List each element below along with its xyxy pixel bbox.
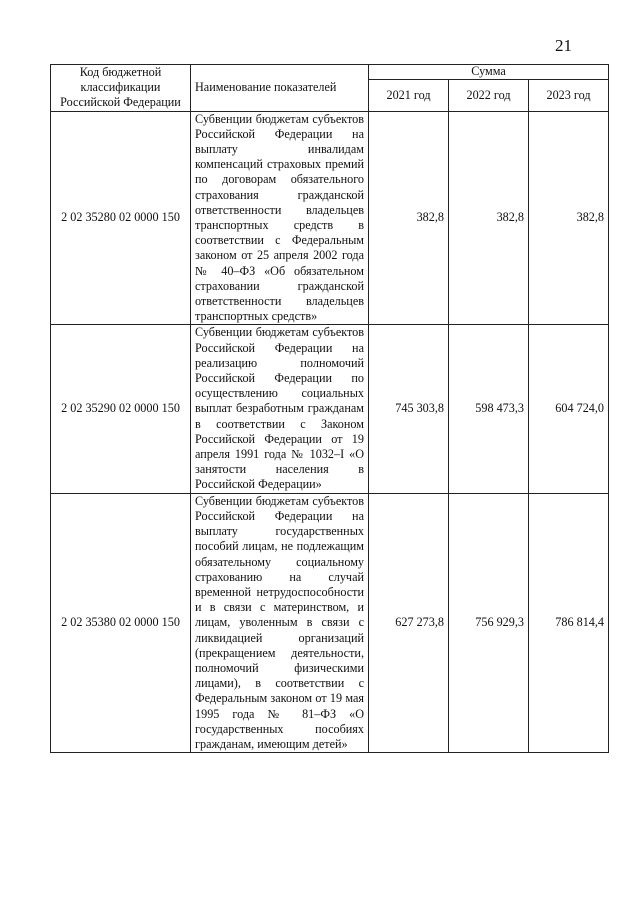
amount-2021-cell: 745 303,8	[369, 325, 449, 493]
amount-2021-cell: 627 273,8	[369, 493, 449, 752]
header-year-2023: 2023 год	[529, 79, 609, 111]
budget-code-cell: 2 02 35290 02 0000 150	[51, 325, 191, 493]
amount-2022-cell: 756 929,3	[449, 493, 529, 752]
amount-2023-cell: 786 814,4	[529, 493, 609, 752]
page-number: 21	[555, 36, 572, 55]
header-sum: Сумма	[369, 65, 609, 80]
indicator-name-cell: Субвенции бюджетам субъектов Российской Федерации на реализацию полномочий Российской Федерации по осуществлению социальных выплат безработным гражданам в соответствии с Законом Российской Федерации от 19 апреля 1991 года № 1032–I «О занятости населения в Российской Федерации»	[191, 325, 369, 493]
header-budget-code: Код бюджетной классификации Российской Федерации	[51, 65, 191, 112]
indicator-name-cell: Субвенции бюджетам субъектов Российской Федерации на выплату государственных пособий лицам, не подлежащим обязательному социальному страхованию на случай временной нетрудоспособности и в связи с материнством, и лицам, уволенным в связи с ликвидацией организаций (прекращением деятельности, полномочий физическими лицами), в соответствии с Федеральным законом от 19 мая 1995 года № 81–ФЗ «О государственных пособиях гражданам, имеющим детей»	[191, 493, 369, 752]
table-row	[51, 493, 609, 752]
table-row	[51, 111, 609, 325]
header-year-2021: 2021 год	[369, 79, 449, 111]
budget-code-cell: 2 02 35380 02 0000 150	[51, 493, 191, 752]
amount-2023-cell: 382,8	[529, 111, 609, 325]
amount-2023-cell: 604 724,0	[529, 325, 609, 493]
budget-table	[50, 64, 609, 753]
header-year-2022: 2022 год	[449, 79, 529, 111]
amount-2022-cell: 598 473,3	[449, 325, 529, 493]
amount-2021-cell: 382,8	[369, 111, 449, 325]
indicator-name-cell: Субвенции бюджетам субъектов Российской Федерации на выплату инвалидам компенсаций страховых премий по договорам обязательного страхования гражданской ответственности владельцев транспортных средств в соответствии с Федеральным законом от 25 апреля 2002 года № 40–ФЗ «Об обязательном страховании гражданской ответственности владельцев транспортных средств»	[191, 111, 369, 325]
budget-code-cell: 2 02 35280 02 0000 150	[51, 111, 191, 325]
amount-2022-cell: 382,8	[449, 111, 529, 325]
table-row	[51, 325, 609, 493]
header-indicator-name: Наименование показателей	[191, 65, 369, 112]
